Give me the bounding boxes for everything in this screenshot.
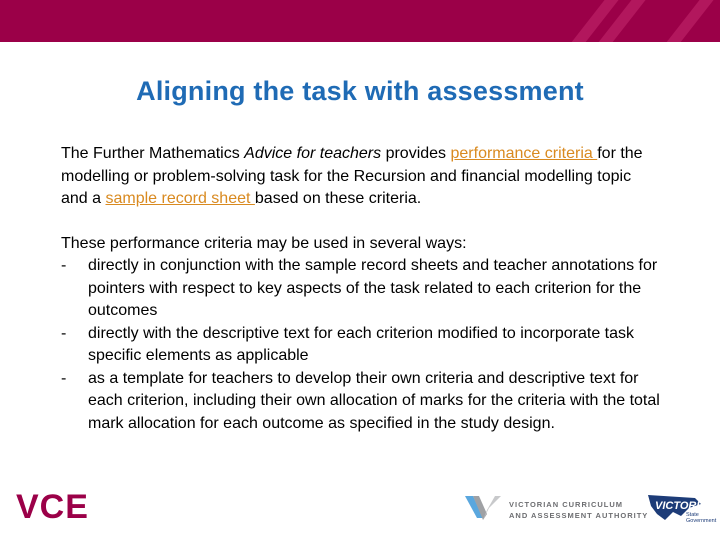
list-item-text: directly with the descriptive text for each criterion modified to incorporate task specific elements as applicable xyxy=(88,324,635,364)
top-banner xyxy=(0,0,720,42)
list-item-text: directly in conjunction with the sample record sheets and teacher annotations for pointers with respect to key aspects of the task related to each criterion for the outcomes xyxy=(88,257,658,319)
list-item xyxy=(61,368,661,436)
government-label: Government xyxy=(686,518,717,524)
bullet-dash: - xyxy=(61,324,67,342)
vcaa-v-logo-icon xyxy=(463,494,503,526)
victoria-government-logo xyxy=(645,492,717,526)
text-span: The Further Mathematics xyxy=(61,145,245,162)
slide-title: Aligning the task with assessment xyxy=(136,76,584,106)
text-span: for the modelling or problem-solving task for the Recursion and financial modelling topic and a xyxy=(61,145,643,207)
bullet-dash: - xyxy=(61,369,67,387)
list-item-text: as a template for teachers to develop their own criteria and descriptive text for each criterion, including their own allocation of marks for the criteria with the total mark allocation for each outcome as specified in the study design. xyxy=(88,369,660,432)
list-item xyxy=(61,323,661,368)
banner-stripe xyxy=(653,0,720,42)
vcaa-name-line: AND ASSESSMENT AUTHORITY xyxy=(509,511,649,520)
text-span: based on these criteria. xyxy=(254,190,422,207)
vce-logo: VCE xyxy=(16,488,89,526)
publication-title: Advice for teachers xyxy=(244,145,382,162)
intro-paragraph xyxy=(61,143,661,211)
vcaa-logo xyxy=(463,494,648,526)
victoria-wordmark: VICTORIA xyxy=(655,500,708,512)
sample-record-sheet-link[interactable]: sample record sheet xyxy=(105,190,255,207)
vcaa-name-line: VICTORIAN CURRICULUM xyxy=(509,500,624,509)
list-item xyxy=(61,255,661,323)
text-span: provides xyxy=(381,145,451,162)
performance-criteria-link[interactable]: performance criteria xyxy=(450,145,598,162)
bullet-dash: - xyxy=(61,257,67,274)
body-text xyxy=(61,143,661,435)
state-label: State xyxy=(686,512,699,518)
vcaa-name xyxy=(509,499,648,521)
paragraph-gap xyxy=(61,211,661,233)
uses-intro: These performance criteria may be used in several ways: xyxy=(61,234,467,252)
